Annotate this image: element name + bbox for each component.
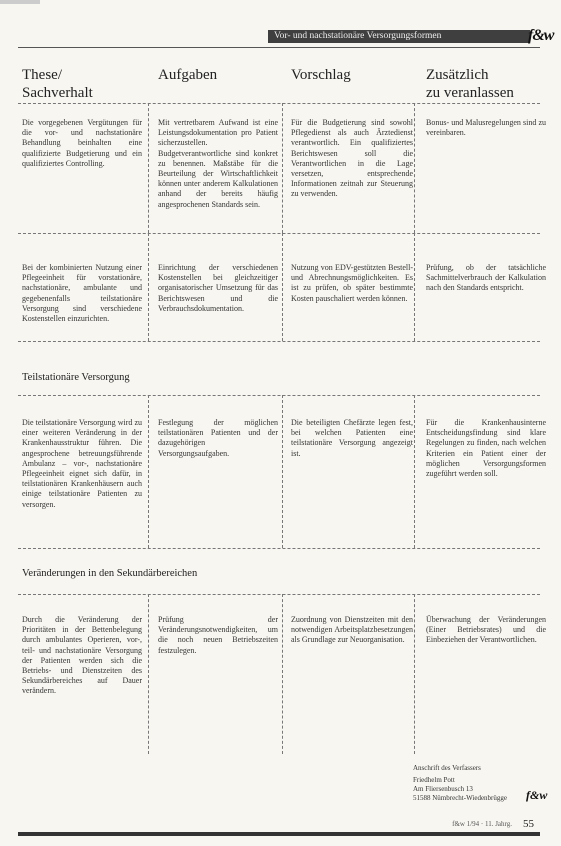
journal-issue: f&w 1/94 · 11. Jahrg.: [452, 820, 512, 828]
column-divider: [282, 395, 283, 548]
cell-aufgaben: Festlegung der möglichen teilstationären Patienten und der dazugehörigen Versorgungsaufgaben.: [158, 418, 278, 458]
cell-these: Durch die Veränderung der Prioritäten in der Bettenbelegung durch ambulantes Operieren, vor-, teil- und nachstationäre Versorgung der Patienten werden sich die Betriebs- und Dienstzeiten des Sekundärbereiches auf Dauer verändern.: [22, 615, 142, 696]
cell-aufgaben: Prüfung der Veränderungsnotwendigkeiten, um die noch neuen Betriebszeiten festzulegen.: [158, 615, 278, 655]
running-header: Vor- und nachstationäre Versorgungsformen: [268, 30, 530, 43]
cell-zusaetzlich: Bonus- und Malusregelungen sind zu vereinbaren.: [426, 118, 546, 138]
cell-these: Bei der kombinierten Nutzung einer Pflegeeinheit für vorstationäre, nachstationäre, ambulante und gegebenenfalls teilstationäre Versorgung sind verschiedene Kostenstellen einzurichten.: [22, 263, 142, 324]
footer-band: [18, 832, 540, 836]
address-title: Anschrift des Verfassers: [413, 764, 481, 772]
section-divider: [18, 548, 540, 549]
column-divider: [414, 594, 415, 754]
column-divider: [282, 594, 283, 754]
cell-these: Die vorgegebenen Vergütungen für die vor- und nachstationäre Behandlung beinhalten eine qualifizierte Budgetierung und ein qualifiziertes Controlling.: [22, 118, 142, 168]
cell-aufgaben: Mit vertretbarem Aufwand ist eine Leistungsdokumentation pro Patient sicherzustellen. Budgetverantwortliche sind konkret zu benennen. Maßstäbe für die Beurteilung der Wirtschaftlichkeit können unter anderem Kalkulationen anhand der bereits häufig angesprochenen Standards sein.: [158, 118, 278, 209]
cell-vorschlag: Zuordnung von Dienstzeiten mit den notwendigen Arbeitsplatzbesetzungen als Grundlage zur Neuorganisation.: [291, 615, 413, 645]
cell-zusaetzlich: Für die Krankenhausinterne Entscheidungsfindung sind klare Regelungen zu finden, nach welchen Kriterien ein Patient einer der möglichen Versorgungsformen zugeführt werden soll.: [426, 418, 546, 479]
cell-these: Die teilstationäre Versorgung wird zu einer weiteren Veränderung in der Krankenhausstruktur führen. Die angesprochene betreuungsführende Ambulanz – vor-, nachstationäre Pflegeeinheit eignet sich dafür, in teilstationären Krankenhäusern auch einige teilstationäre Patienten zu versorgen.: [22, 418, 142, 509]
cell-vorschlag: Die beteiligten Chefärzte legen fest, bei welchen Patienten eine teilstationäre Versorgung angezeigt ist.: [291, 418, 413, 458]
cell-vorschlag: Für die Budgetierung sind sowohl Pflegedienst als auch Ärztedienst verantwortlich. Ein qualifiziertes Berichtswesen soll die Verantwortlichen in die Lage versetzen, entsprechende Informationen zeitnah zur Steuerung zu verwenden.: [291, 118, 413, 199]
column-divider: [282, 103, 283, 233]
column-divider: [148, 233, 149, 341]
section-divider: [18, 341, 540, 342]
cell-vorschlag: Nutzung von EDV-gestützten Bestell- und Abrechnungsmöglichkeiten. Es ist zu prüfen, ob später bestimmte Kosten pauschaliert werden können.: [291, 263, 413, 303]
cell-zusaetzlich: Überwachung der Veränderungen (Einer Betriebsrates) und die Einbeziehen der Verantwortlichen.: [426, 615, 546, 645]
page-footer: [18, 818, 540, 836]
column-divider: [148, 594, 149, 754]
address-line: Am Fliersenbusch 13: [413, 785, 473, 793]
cell-aufgaben: Einrichtung der verschiedenen Kostenstellen bei gleichzeitiger organisatorischer Umsetzung für das Berichtswesen und die Verbrauchsdokumentation.: [158, 263, 278, 313]
section-title-teilstationaer: Teilstationäre Versorgung: [22, 372, 130, 383]
column-divider: [148, 395, 149, 548]
column-divider: [414, 395, 415, 548]
column-divider: [414, 103, 415, 233]
top-rule: [18, 47, 540, 48]
column-divider: [414, 233, 415, 341]
column-heading-these: These/ Sachverhalt: [22, 67, 93, 101]
section-title-sekundaerbereiche: Veränderungen in den Sekundärbereichen: [22, 568, 198, 579]
column-heading-aufgaben: Aufgaben: [158, 67, 218, 83]
author-address: [413, 764, 538, 803]
column-divider: [282, 233, 283, 341]
scan-corner-mark: [0, 0, 40, 4]
cell-zusaetzlich: Prüfung, ob der tatsächliche Sachmittelverbrauch der Kalkulation nach den Standards entspricht.: [426, 263, 546, 293]
page-number: 55: [523, 818, 534, 830]
journal-logo: f&w: [528, 27, 554, 44]
column-heading-zusaetzlich: Zusätzlich zu veranlassen: [426, 67, 514, 101]
column-divider: [148, 103, 149, 233]
address-line: Friedhelm Pott: [413, 776, 455, 784]
address-line: 51588 Nümbrecht-Wiedenbrügge: [413, 794, 507, 802]
footer-logo: f&w: [526, 788, 548, 802]
column-heading-vorschlag: Vorschlag: [291, 67, 351, 83]
